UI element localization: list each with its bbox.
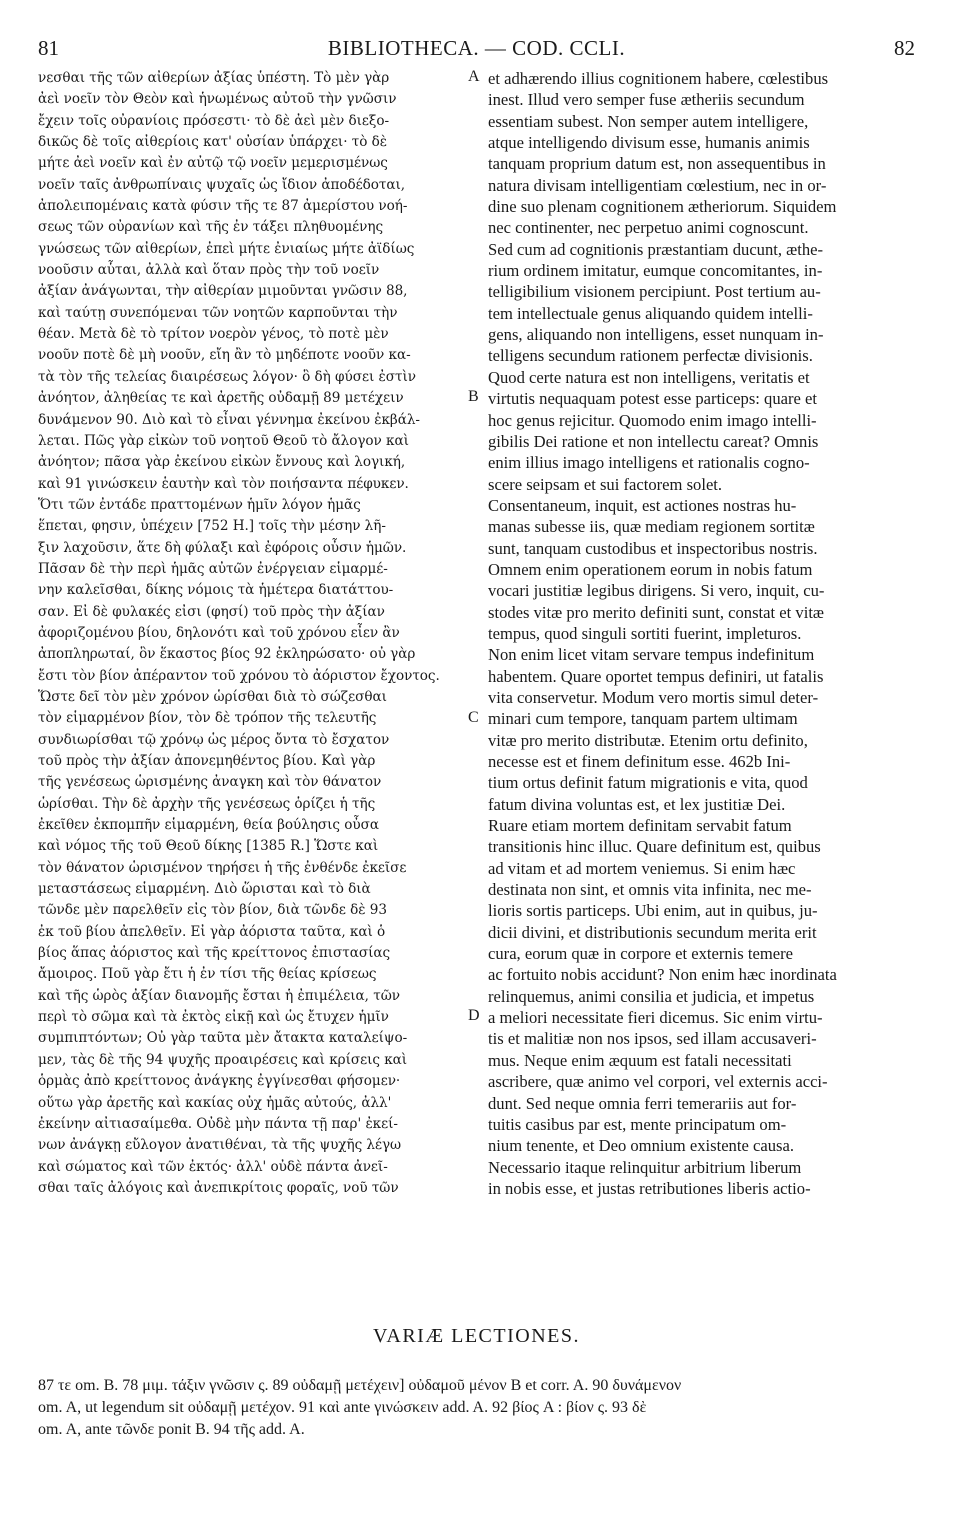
greek-text-line: γνώσεως τῶν αἰθερίων, ἐπεὶ μήτε ἐνιαίως μήτε ἀϊδίως (38, 240, 415, 257)
latin-text-line: enim illius imago intelligens et rationalis cogno- (488, 453, 810, 473)
latin-text-line: necesse est et finem definitum esse. 462b Ini- (488, 752, 791, 771)
latin-text-line: ac fortuito nobis accidunt? Non enim hæc inordinata (488, 965, 837, 985)
greek-text-column (38, 68, 468, 1199)
latin-text-column (488, 68, 920, 1199)
greek-text-line: τοῦ πρὸς τὴν ἀξίαν ἀπονεμηθέντος βίου. Καὶ γὰρ (38, 753, 376, 769)
latin-text-line: tempus, quod singuli sortiti fuerint, impleturos. (488, 623, 802, 643)
latin-text-line: Necessario itaque relinquitur arbitrium liberum (488, 1157, 802, 1177)
variae-lectiones-notes (38, 1375, 915, 1441)
latin-text-line: transitionis hinc illuc. Quare definitum est, quibus (488, 837, 821, 857)
latin-text-line: ad vitam et ad mortem veniemus. Si enim hæc (488, 858, 796, 878)
latin-text-line: nium tenente, et Deo omnium existente causa. (488, 1136, 794, 1156)
latin-text-line: lioris sortis particeps. Ubi enim, aut in quibus, ju- (488, 901, 818, 921)
latin-text-line: essentiam subest. Non semper autem intelligere, (488, 111, 809, 131)
greek-text-line: ἄμοιρος. Ποῦ γὰρ ἔτι ἡ ἐν τίσι τῆς θείας κρίσεως (38, 966, 377, 983)
greek-text-line: ἔχειν τοῖς οὐρανίοις πρόσεστι· τὸ δὲ ἀεὶ μὲν διεξο- (38, 112, 390, 129)
latin-text-line: sunt, tanquam custodibus et inspectoribus nostris. (488, 538, 818, 558)
latin-text-line: a meliori necessitate fieri dicemus. Sic enim virtu- (488, 1008, 823, 1028)
latin-text-line: mus. Neque enim æquum est fatali necessitati (488, 1050, 792, 1070)
latin-text-line: gibilis Dei ratione et non intellectu careat? Omnis (488, 431, 819, 451)
variant-note-line: om. A, ante τῶνδε ponit B. 94 τῆς add. A. (38, 1421, 305, 1438)
latin-text-line: dicii divini, et distributionis secundum merita erit (488, 922, 817, 942)
latin-text-line: relinquemus, animi consilia et judicia, et impetus (488, 986, 815, 1006)
latin-text-line: stodes vitæ pro merito definiti sunt, constat et vitæ (488, 602, 824, 622)
latin-text-line: ascribere, quæ animo vel corpori, vel externis acci- (488, 1072, 828, 1092)
latin-text-line: Quod certe natura est non intelligens, veritatis et (488, 367, 810, 387)
greek-text-line: νην καλεῖσθαι, δίκης νόμοις τὰ ἡμέτερα διατάττου- (38, 582, 394, 599)
greek-text-line: Ὥστε δεῖ τὸν μὲν χρόνον ὡρίσθαι διὰ τὸ σώζεσθαι (38, 688, 387, 705)
greek-text-line: βίος ἅπας ἀόριστος καὶ τῆς κρείττονος ἐπιστασίας (38, 945, 391, 962)
greek-text-line: καὶ ταύτῃ συνεπόμεναι τῶν νοητῶν καρποῦνται τὴν (38, 304, 398, 321)
latin-text-line: nec continenter, nec perpetuo animi cognoscunt. (488, 218, 809, 238)
page-number-right: 82 (894, 36, 915, 60)
latin-text-line: et adhærendo illius cognitionem habere, cœlestibus (488, 69, 829, 88)
latin-text-line: rium ordinem imitatur, eumque concomitantes, in- (488, 261, 823, 281)
section-marker: A (468, 68, 480, 85)
latin-text-line: minari cum tempore, tanquam partem ultimam (488, 709, 798, 729)
greek-text-line: τῶνδε μὲν παρελθεῖν εἰς τὸν βίον, διὰ τῶνδε δὲ 93 (38, 902, 387, 919)
variant-note-line: om. A, ut legendum sit οὐδαμῇ μετέχον. 91 καὶ ante γινώσκειν add. A. 92 βίος A : βίον ς. 93 δὲ (38, 1399, 647, 1416)
section-marker: B (468, 388, 479, 406)
latin-text-line: tanquam proprium datum est, non assequentibus in (488, 154, 826, 174)
latin-text-line: atque intelligendo divisum esse, humanis animis (488, 133, 810, 153)
latin-text-line: dine suo plenam cognitionem ætheriorum. Siquidem (488, 197, 837, 217)
greek-text-line: ἀνόητον, ἀληθείας τε καὶ ἀρετῆς οὐδαμῇ 89 μετέχειν (38, 390, 404, 407)
greek-text-line: περὶ τὸ σῶμα καὶ τὰ ἐκτὸς εἰκῇ καὶ ὡς ἔτυχεν ἡμῖν (38, 1009, 389, 1026)
greek-text-line: καὶ τῆς ὡρὸς ἀξίαν διανομῆς ἔσται ἡ ἐπιμέλεια, τῶν (38, 987, 400, 1004)
page-number-left: 81 (38, 36, 59, 60)
latin-text-line: tuitis casibus par est, mente principatum om- (488, 1114, 787, 1134)
greek-text-line: ὁρμὰς ἀπὸ κρείττονος ἀνάγκης ἐγγίνεσθαι φήσομεν· (38, 1073, 401, 1090)
greek-text-line: ἐκείνην αἰτιασαίμεθα. Οὐδὲ μὴν πάντα τῇ παρ' ἐκεί- (38, 1115, 398, 1132)
page-header (38, 36, 915, 68)
latin-text-line: Omnem enim operationem eorum in nobis fatum (488, 559, 813, 579)
greek-text-line: καὶ 91 γινώσκειν ἑαυτὴν καὶ τὸν ποιήσαντα πέφυκεν. (38, 475, 409, 492)
greek-text-line: δυνάμενον 90. Διὸ καὶ τὸ εἶναι γέννημα ἐκείνου ἐκβάλ- (38, 411, 420, 428)
greek-text-line: ἀπολειπομέναις κατὰ φύσιν τῆς τε 87 ἀμερίστου νοή- (38, 198, 408, 215)
greek-text-line: μεν, τὰς δὲ τῆς 94 ψυχῆς προαιρέσεις καὶ κρίσεις καὶ (38, 1051, 408, 1068)
greek-text-line: νοοῦν ποτὲ δὲ μὴ νοοῦν, εἴη ἂν τὸ μηδέποτε νοοῦν κα- (38, 347, 411, 364)
greek-text-line: οὕτω γὰρ ἀρετῆς καὶ κακίας οὐχ ἡμᾶς αὐτούς, ἀλλ' (38, 1094, 392, 1111)
variae-lectiones-title: VARIÆ LECTIONES. (373, 1325, 580, 1347)
greek-text-line: συμπιπτόντων; Οὐ γὰρ ταῦτα μὲν ἄτακτα καταλείψο- (38, 1030, 408, 1047)
latin-text-line: in nobis esse, et justas retributiones liberis actio- (488, 1178, 811, 1198)
latin-text-line: inest. Illud vero semper fuse ætheriis secundum (488, 90, 805, 110)
latin-text-line: vita conservetur. Modum vero mortis simul deter- (488, 687, 819, 707)
greek-text-line: μεταστάσεως εἱμαρμένη. Διὸ ὥρισται καὶ τὸ διὰ (38, 881, 371, 898)
section-marker: D (468, 1007, 480, 1025)
greek-text-line: νοεῖν ταῖς ἀνθρωπίναις ψυχαῖς ὡς ἴδιον ἀποδέδοται, (38, 176, 406, 193)
latin-text-line: dunt. Sed neque omnia ferri temerariis aut for- (488, 1093, 797, 1113)
greek-text-line: συνδιωρίσθαι τῷ χρόνῳ ὡς μέρος ὄντα τὸ ἔσχατον (38, 731, 390, 748)
latin-text-line: manas subesse iis, quæ mediam regionem sortitæ (488, 517, 815, 537)
latin-text-line: fatum divina voluntas est, et lex justitiæ Dei. (488, 794, 786, 814)
latin-text-line: natura divisam intelligentiam cœlestium, nec in or- (488, 175, 827, 195)
latin-text-line: scere seipsam et sui factorem solet. (488, 474, 723, 494)
latin-text-line: hoc genus rejicitur. Quomodo enim imago intelli- (488, 410, 817, 430)
greek-text-line: ἀεὶ νοεῖν τὸν Θεὸν καὶ ἡνωμένως αὐτοῦ τὴν γνῶσιν (38, 91, 397, 108)
greek-text-line: τὸν εἱμαρμένον βίον, τὸν δὲ τρόπον τῆς τελευτῆς (38, 710, 377, 727)
greek-text-line: ἀποπληρωταί, ὃν ἕκαστος βίος 92 ἐκληρώσατο· οὐ γὰρ (38, 646, 416, 663)
section-marker: C (468, 708, 479, 726)
greek-text-line: τὰ τὸν τῆς τελείας διαιρέσεως λόγον· ὃ δὴ φύσει ἐστὶν (38, 368, 416, 385)
latin-text-line: tium ortus definit fatum migrationis e vita, quod (488, 773, 808, 793)
greek-text-line: λεται. Πῶς γὰρ εἰκὼν τοῦ νοητοῦ Θεοῦ τὸ ἄλογον καὶ (38, 432, 409, 449)
latin-text-line: Non enim licet vitam servare tempus indefinitum (488, 645, 815, 665)
greek-text-line: Ὅτι τῶν ἐντάδε πραττομένων ἡμῖν λόγον ἡμᾶς (38, 496, 361, 513)
latin-text-line: destinata non sint, et omnis vita infinita, nec me- (488, 880, 812, 900)
latin-text-line: telligens secundum rationem perfectæ divisionis. (488, 346, 813, 366)
greek-text-line: δικῶς δὲ τοῖς αἰθερίοις κατ' οὐσίαν ὑπάρχει· τὸ δὲ (38, 134, 388, 151)
greek-text-line: ὡρίσθαι. Τὴν δὲ ἀρχὴν τῆς γενέσεως ὁρίζει ἡ τῆς (38, 795, 376, 812)
latin-text-line: vitæ pro merito distributæ. Etenim ortu definito, (488, 730, 808, 750)
greek-text-line: ἀφοριζομένου βίου, δηλονότι καὶ τοῦ χρόνου εἶεν ἂν (38, 624, 400, 641)
greek-text-line: Πᾶσαν δὲ τὴν περὶ ἡμᾶς αὐτῶν ἐνέργειαν εἱμαρμέ- (38, 560, 388, 577)
greek-text-line: ἔστι τὸν βίον ἀπέραντον τοῦ χρόνου τὸ ἀόριστον ἔχοντος. (38, 667, 440, 684)
latin-text-line: Ruare etiam mortem definitam servabit fatum (488, 816, 792, 836)
greek-text-line: τὸν θάνατον ὡρισμένον τηρήσει ἡ τῆς ἐνθένδε ἐκεῖσε (38, 859, 407, 876)
greek-text-line: σεως τῶν οὐρανίων καὶ τῆς ἐν τάξει πληθυομένης (38, 219, 384, 236)
latin-text-line: telligibilium visionem percipiunt. Post tertium au- (488, 282, 821, 302)
greek-text-line: νοοῦσιν αὗται, ἀλλὰ καὶ ὅταν πρὸς τὴν τοῦ νοεῖν (38, 262, 380, 279)
greek-text-line: ἀνόητον; πᾶσα γὰρ ἐκείνου εἰκὼν ἔννους καὶ λογική, (38, 454, 406, 471)
latin-text-line: vocari justitiæ legibus dirigens. Si vero, inquit, cu- (488, 581, 825, 601)
greek-text-line: τῆς γενέσεως ὡρισμένης ἀναγκη καὶ τὸν θάνατον (38, 774, 382, 791)
latin-text-line: gens, aliquando non intelligens, esset nunquam in- (488, 325, 824, 345)
variant-note-line: 87 τε om. B. 78 μιμ. τάξιν γνῶσιν ς. 89 οὐδαμῇ μετέχειν] οὐδαμοῦ μένον B et corr. A. 90 δυνάμενον (38, 1377, 682, 1394)
greek-text-line: ἐκ τοῦ βίου ἀπελθεῖν. Εἰ γὰρ ἀόριστα ταῦτα, καὶ ὁ (38, 923, 386, 940)
latin-text-line: Sed cum ad cognitionis præstantiam ducunt, æthe- (488, 239, 824, 259)
greek-text-line: θέαν. Μετὰ δὲ τὸ τρίτον νοερὸν γένος, τὸ ποτὲ μὲν (38, 326, 389, 343)
latin-text-line: Consentaneum, inquit, est actiones nostras hu- (488, 495, 797, 515)
greek-text-line: σθαι ταῖς ἀλόγοις καὶ ἀνεπικρίτοις φοραῖς, νοῦ τῶν (38, 1179, 399, 1196)
latin-text-line: cura, eorum quæ in corpore et externis temere (488, 944, 794, 964)
latin-text-line: habentem. Quare oportet tempus definiri, ut fatalis (488, 666, 824, 686)
latin-text-line: virtutis nequaquam potest esse particeps: quare et (488, 389, 818, 409)
greek-text-line: μήτε ἀεὶ νοεῖν καὶ ἐν αὐτῷ τῷ νοεῖν μεμερισμένως (38, 155, 388, 172)
running-title: BIBLIOTHECA. — COD. CCLI. (327, 36, 626, 60)
greek-text-line: νων ἀνάγκῃ εὔλογον ἀνατιθέναι, τὰ τῆς ψυχῆς λέγω (38, 1137, 402, 1154)
greek-text-line: ξιν λαχοῦσιν, ἅτε δὴ φύλαξι καὶ ἐφόροις οὖσιν ἡμῶν. (38, 539, 407, 556)
greek-text-line: σαν. Εἰ δὲ φυλακές εἰσι (φησί) τοῦ πρὸς τὴν ἀξίαν (38, 603, 385, 620)
greek-text-line: καὶ σώματος καὶ τῶν ἐκτός· ἀλλ' οὐδὲ πάντα ἀνεῖ- (38, 1158, 388, 1175)
latin-text-line: tem intellectuale genus aliquando quidem intelli- (488, 303, 813, 323)
greek-text-line: νεσθαι τῆς τῶν αἰθερίων ἀξίας ὑπέστη. Τὸ μὲν γὰρ (38, 70, 390, 86)
greek-text-line: ἕπεται, φησιν, ὑπέχειν [752 H.] τοῖς τὴν μέσην λῆ- (38, 518, 386, 535)
greek-text-line: ἐκεῖθεν ἐκπομπῆν εἱμαρμένη, θεία βούλησις οὖσα (38, 817, 379, 834)
greek-text-line: καὶ νόμος τῆς τοῦ Θεοῦ δίκης [1385 R.] Ὥστε καὶ (38, 838, 379, 855)
greek-text-line: ἀξίαν ἀνάγωνται, τὴν αἰθερίαν μιμοῦνται γνῶσιν 88, (38, 283, 408, 300)
latin-text-line: tis et malitiæ non nos ipsos, sed illam accusaveri- (488, 1029, 817, 1049)
